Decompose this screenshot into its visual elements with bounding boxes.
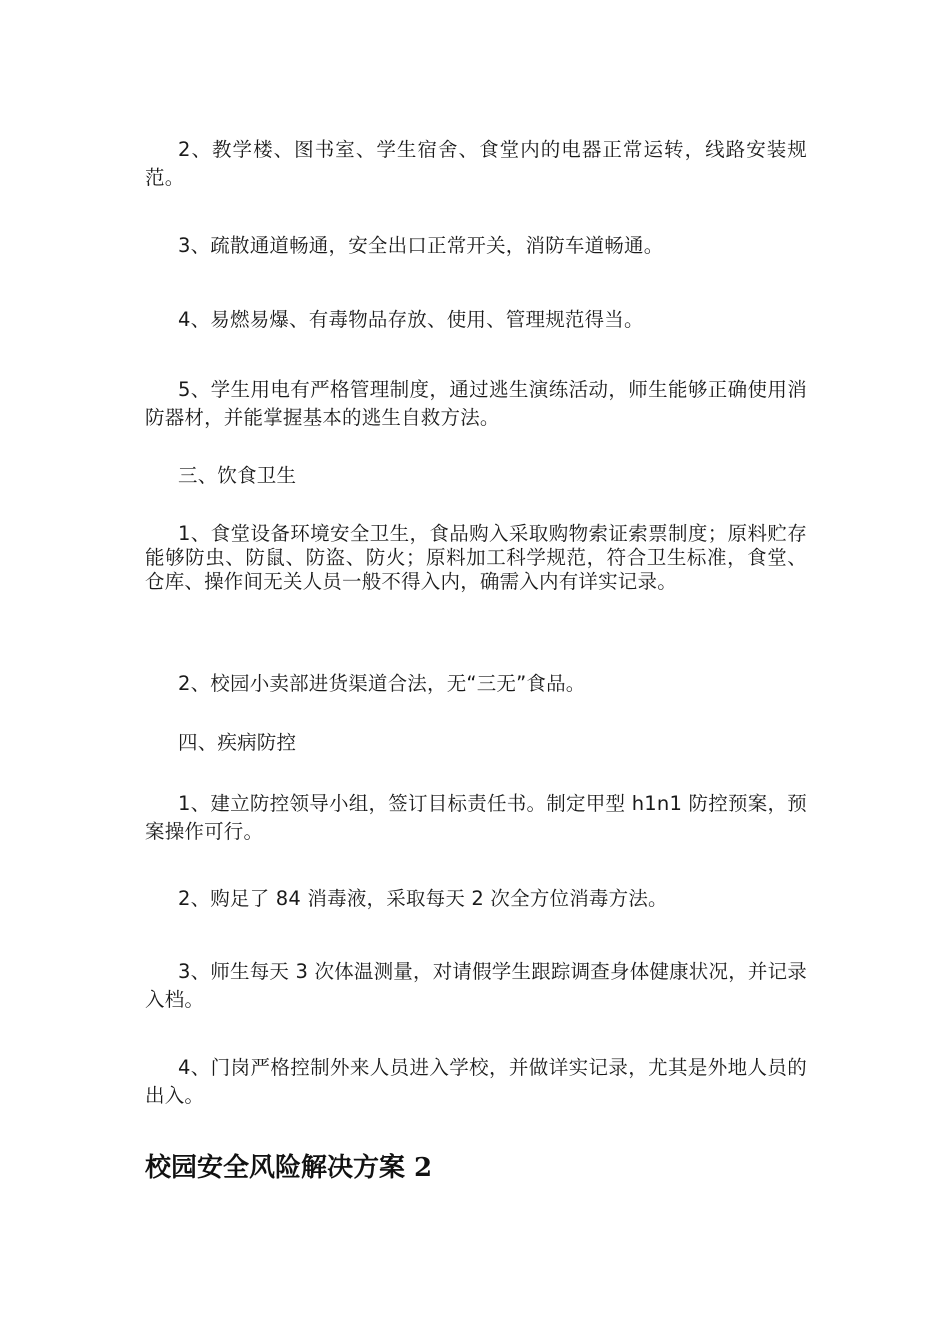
paragraph-disease-team: 1、建立防控领导小组，签订目标责任书。制定甲型 h1n1 防控预案，预案操作可行。: [145, 792, 807, 843]
paragraph-disease-disinfect: 2、购足了 84 消毒液，采取每天 2 次全方位消毒方法。: [178, 887, 668, 910]
paragraph-fire-hazardous: 4、易燃易爆、有毒物品存放、使用、管理规范得当。: [178, 308, 644, 331]
paragraph-fire-electrical: 2、教学楼、图书室、学生宿舍、食堂内的电器正常运转，线路安装规范。: [145, 138, 807, 189]
section-title-food-hygiene: 三、饮食卫生: [178, 464, 297, 487]
paragraph-disease-gate: 4、门岗严格控制外来人员进入学校，并做详实记录，尤其是外地人员的出入。: [145, 1056, 807, 1107]
section-title-disease-control: 四、疾病防控: [178, 731, 297, 754]
paragraph-food-canteen: 1、食堂设备环境安全卫生，食品购入采取购物索证索票制度；原料贮存能够防虫、防鼠、防盗、防火；原料加工科学规范，符合卫生标准，食堂、仓库、操作间无关人员一般不得入内，确需入内有详实记录。: [145, 522, 807, 593]
section-heading: 校园安全风险解决方案 2: [145, 1153, 433, 1183]
paragraph-disease-temperature: 3、师生每天 3 次体温测量，对请假学生跟踪调查身体健康状况，并记录入档。: [145, 960, 808, 1011]
paragraph-fire-drill: 5、学生用电有严格管理制度，通过逃生演练活动，师生能够正确使用消防器材，并能掌握基本的逃生自救方法。: [145, 378, 807, 429]
paragraph-food-shop: 2、校园小卖部进货渠道合法，无“三无”食品。: [178, 672, 586, 695]
paragraph-fire-evacuation: 3、疏散通道畅通，安全出口正常开关，消防车道畅通。: [178, 234, 664, 257]
